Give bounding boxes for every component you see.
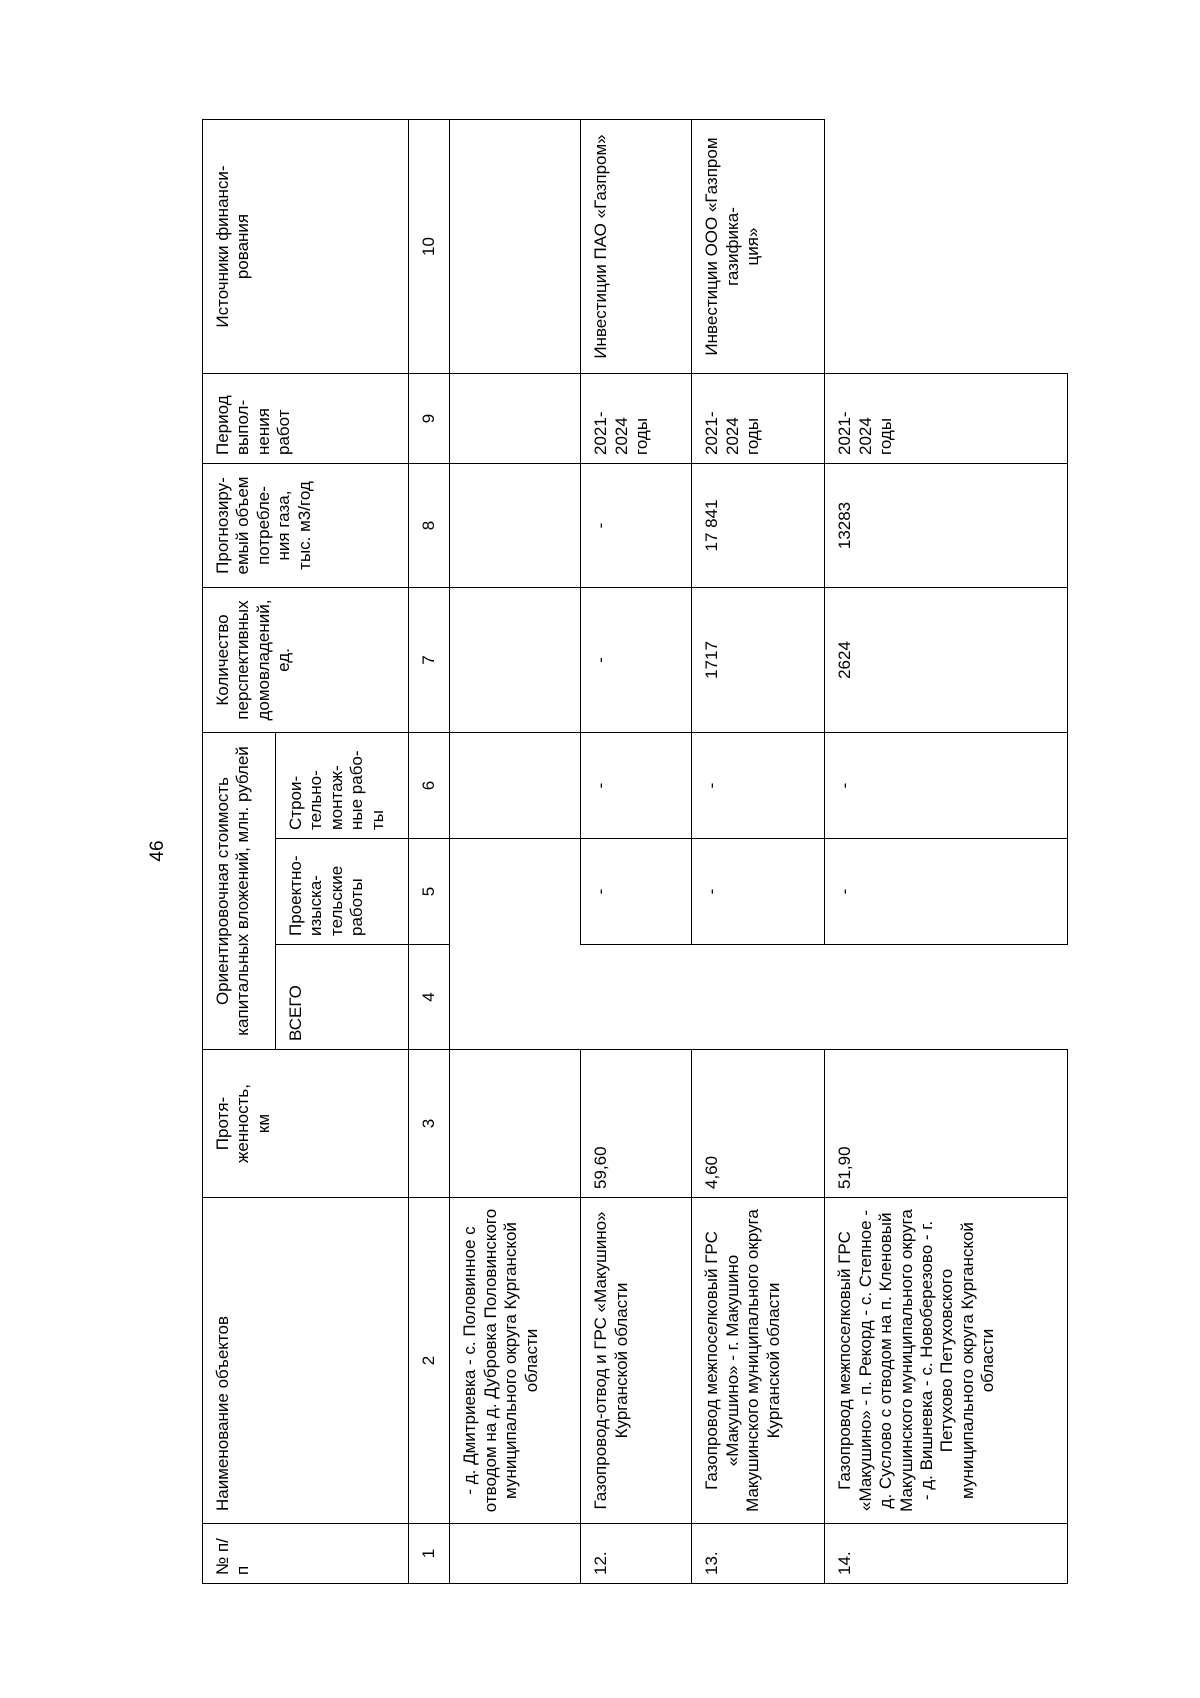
row-construction: -: [825, 733, 1068, 839]
row-construction: -: [581, 733, 692, 839]
header-source: Источники финанси- рования: [203, 120, 409, 374]
row-num: 12.: [581, 1524, 692, 1584]
column-number: 10: [409, 120, 450, 374]
header-construction: Строи- тельно- монтаж- ные рабо- ты: [276, 733, 409, 839]
row-total: [825, 945, 1068, 1050]
row-total: [581, 945, 692, 1050]
row-period: 2021- 2024 годы: [692, 374, 825, 464]
column-number: 1: [409, 1524, 450, 1584]
column-number: 4: [409, 945, 450, 1050]
column-number-row: [409, 120, 450, 1584]
investment-table: [202, 119, 1068, 1584]
row-period: 2021- 2024 годы: [581, 374, 692, 464]
row-source: Инвестиции ПАО «Газпром»: [581, 120, 692, 374]
row-period: 2021- 2024 годы: [825, 374, 1068, 464]
row-period: [450, 374, 581, 464]
header-investment: Ориентировочная стоимость капитальных вложений, млн. рублей: [203, 733, 276, 1050]
table-row: [692, 120, 825, 1584]
header-households: Количество перспективных домовладений, ед.: [203, 588, 409, 733]
header-name: Наименование объектов: [203, 1198, 409, 1524]
row-gas: 13283: [825, 464, 1068, 588]
row-length: 4,60: [692, 1050, 825, 1198]
row-construction: -: [692, 733, 825, 839]
row-num: [450, 1524, 581, 1584]
row-length: 51,90: [825, 1050, 1068, 1198]
row-gas: -: [581, 464, 692, 588]
column-number: 3: [409, 1050, 450, 1198]
row-design: -: [825, 839, 1068, 945]
column-number: 8: [409, 464, 450, 588]
row-num: 13.: [692, 1524, 825, 1584]
table-row: [825, 120, 1068, 1584]
row-households: [450, 588, 581, 733]
row-gas: 17 841: [692, 464, 825, 588]
row-source: [450, 120, 581, 374]
rotated-table-container: [202, 120, 1030, 1584]
column-number: 5: [409, 839, 450, 945]
column-number: 9: [409, 374, 450, 464]
row-name: - д. Дмитриевка - с. Половинное с отводом на д. Дубровка Половинского муниципального округа Курганской области: [450, 1198, 581, 1524]
row-design: -: [692, 839, 825, 945]
row-households: 2624: [825, 588, 1068, 733]
column-number: 6: [409, 733, 450, 839]
header-total: ВСЕГО: [276, 945, 409, 1050]
row-source: [825, 120, 1068, 374]
row-num: 14.: [825, 1524, 1068, 1584]
header-length: Протя- женность, км: [203, 1050, 409, 1198]
row-name: Газопровод межпоселковый ГРС «Макушино» - п. Рекорд - с. Степное - д. Суслово с отводом на п. Кленовый Макушинского муниципального округа - д. Вишневка - с. Новоберезово - г. Петухово Петуховского муниципального округа Курганской области: [825, 1198, 1068, 1524]
row-source: Инвестиции ООО «Газпром газифика- ция»: [692, 120, 825, 374]
row-name: Газопровод межпоселковый ГРС «Макушино» - г. Макушино Макушинского муниципального округа Курганской области: [692, 1198, 825, 1524]
row-length: [450, 1050, 581, 1198]
header-design: Проектно- изыска- тельские работы: [276, 839, 409, 945]
header-period: Период выпол- нения работ: [203, 374, 409, 464]
page-number: 46: [147, 840, 168, 862]
row-design: -: [581, 839, 692, 945]
column-number: 2: [409, 1198, 450, 1524]
row-design: [450, 839, 581, 945]
row-construction: [450, 733, 581, 839]
table-row: [581, 120, 692, 1584]
row-length: 59,60: [581, 1050, 692, 1198]
row-households: -: [581, 588, 692, 733]
row-total: [692, 945, 825, 1050]
header-gas: Прогнозиру- емый объем потребле- ния газа, тыс. м3/год: [203, 464, 409, 588]
table-row: [450, 120, 581, 1584]
header-num: № п/п: [203, 1524, 409, 1584]
row-name: Газопровод-отвод и ГРС «Макушино» Курганской области: [581, 1198, 692, 1524]
row-households: 1717: [692, 588, 825, 733]
header-row: [203, 120, 276, 1584]
row-gas: [450, 464, 581, 588]
row-total: [450, 945, 581, 1050]
column-number: 7: [409, 588, 450, 733]
